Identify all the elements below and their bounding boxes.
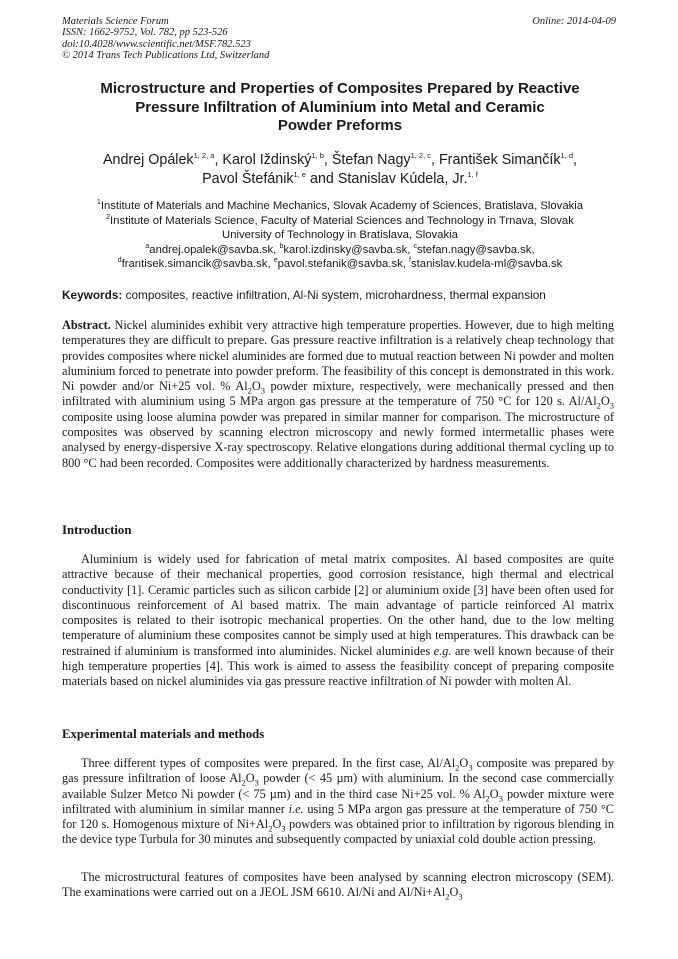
email-line-2: $^d$frantisek.simancik@savba.sk, $^e$pavol.stefanik@savba.sk, $^f$stanislav.kudela-ml@savba.sk	[117, 257, 563, 271]
affiliation-2: Institute of Materials Science, Faculty of Material Sciences and Technology in Trnava, Slovak	[110, 214, 574, 227]
section-heading-introduction: Introduction	[62, 523, 132, 537]
author-sup: 1, 2, a	[193, 151, 215, 161]
title-line-3: Powder Preforms	[277, 117, 403, 134]
title-line-2: Pressure Infiltration of Aluminium into Metal and Ceramic	[135, 98, 545, 116]
paper-title	[62, 80, 618, 136]
email-link[interactable]: pavol.stefanik@savba.sk	[277, 258, 403, 271]
author-name: Stanislav Kúdela, Jr.	[337, 171, 468, 187]
email-link[interactable]: stanislav.kudela-ml@savba.sk	[411, 258, 563, 271]
abstract-text: O	[251, 379, 261, 394]
author-name: František Simančík	[438, 152, 561, 168]
aff-sup: 2	[106, 213, 111, 221]
doi-line: doi:10.4028/www.scientific.net/MSF.782.523	[62, 38, 251, 50]
subscript: 3	[281, 823, 286, 834]
abstract-text: composite using loose alumina powder was prepared in similar manner for comparison. The microstructure of composites was observed by scanning electron microscopy and newly formed intermetallic phases were analysed by energy-dispersive X-ray spectroscopy. Relative elongations during additional thermal cycling up to 800 °C had been recorded. Composites were additionally characterized by hardness measurements.	[62, 409, 614, 470]
methods-text: Three different types of composites were prepared. In the first case, Al/Al	[81, 756, 456, 770]
methods-text: O	[245, 771, 255, 786]
methods-text: powders was obtained prior to infiltration by rigorous blending in the device type Turbula for 30 minutes and subsequently compacted by uniaxial cold double action pressing.	[62, 817, 614, 847]
subscript: 2	[485, 793, 490, 804]
subscript: 3	[254, 777, 259, 788]
methods-text: O	[489, 786, 499, 801]
issn-line: ISSN: 1662-9752, Vol. 782, pp 523-526	[62, 27, 228, 39]
email-link[interactable]: frantisek.simancik@savba.sk	[121, 258, 268, 271]
methods-paragraph-1	[62, 756, 614, 848]
affiliation-1: Institute of Materials and Machine Mechanics, Slovak Academy of Sciences, Bratislava, Slovakia	[100, 200, 584, 212]
methods-text: using 5 MPa argon gas pressure at the temperature of 750 °C for 120 s. Homogenous mixture of Ni+Al	[62, 801, 614, 832]
abstract-label: Abstract.	[62, 318, 111, 332]
author-list: Andrej Opálek$^{1, 2, a}$, Karol Iždinský$^{1, b}$, Štefan Nagy$^{1, 2, c}$, František Simančík$^{1, d}$, Pavol Štefánik$^{1, e}$ and Stanislav Kúdela, Jr.$^{1, f}$	[102, 151, 578, 187]
subscript: 2	[596, 400, 601, 411]
journal-header	[62, 16, 269, 61]
email-link[interactable]: karol.izdinsky@savba.sk	[283, 243, 408, 256]
online-date: Online: 2014-04-09	[532, 16, 616, 27]
subscript: 2	[445, 891, 450, 902]
intro-paragraph	[62, 552, 614, 690]
methods-text: The microstructural features of composites have been analysed by scanning electron microscopy (SEM). The examinations were carried out on a JEOL JSM 6610. Al/Ni and Al/Ni+Al	[62, 870, 614, 900]
copyright-line: © 2014 Trans Tech Publications Ltd, Switzerland	[62, 49, 270, 61]
author-name: Štefan Nagy	[331, 152, 411, 168]
subscript: 3	[609, 400, 614, 411]
subscript: 2	[241, 777, 246, 788]
aff-sup: 1	[96, 199, 101, 207]
abstract-text: Nickel aluminides exhibit very attractive high temperature properties. However, due to high melting temperatures they are difficult to prepare. Gas pressure reactive infiltration is a relatively cheap technology that provides composites where nickel aluminides are formed due to mutual reaction between Ni powder and molten aluminium forced to penetrate into powder preform. The feasibility of this concept is demonstrated in this work. Ni powder and/or Ni+25 vol. % Al	[62, 318, 614, 394]
section-heading-methods: Experimental materials and methods	[62, 727, 265, 741]
abstract	[62, 318, 614, 471]
abstract-text: O	[600, 394, 610, 409]
journal-name: Materials Science Forum	[62, 16, 169, 27]
abstract-text: powder mixture, respectively, were mechanically pressed and then infiltrated with aluminium using 5 MPa argon gas pressure at the temperature of 750 °C for 120 s. Al/Al	[62, 379, 614, 409]
methods-text: O	[272, 817, 282, 832]
keywords	[62, 288, 618, 302]
intro-text: Aluminium is widely used for fabrication of metal matrix composites. Al based composites are quite attractive because of their mechanical properties, good corrosion resistance, high thermal and electrical conductivity [1]. Ceramic particles such as silicon carbide [2] or aluminium oxide [3] have been often used for discontinuous reinforcement of Al based matrix. The main advantage of particle reinforced Al matrix composites is related to their isotropic mechanical properties. On the other hand, due to the low melting temperature of aluminium these composites cannot be simply used at high temperatures. This drawback can be restrained if aluminium is transformed into aluminides. Nickel aluminides	[62, 552, 614, 658]
affiliations	[62, 199, 618, 272]
subscript: 2	[268, 823, 273, 834]
keywords-text: composites, reactive infiltration, Al-Ni system, microhardness, thermal expansion	[125, 288, 546, 302]
methods-text: composite was prepared by gas pressure infiltration of loose Al	[62, 756, 614, 786]
author-sup: 1, b	[311, 151, 324, 161]
subscript: 3	[498, 793, 503, 804]
email-line-1: $^a$andrej.opalek@savba.sk, $^b$karol.izdinsky@savba.sk, $^c$stefan.nagy@savba.sk,	[145, 243, 535, 256]
subscript: 3	[458, 891, 463, 902]
author-sup: 1, d	[560, 151, 574, 161]
methods-text: O	[449, 885, 459, 900]
intro-text: are well known because of their high temperature properties [4]. This work is aimed to assess the feasibility concept of preparing composite materials based on nickel aluminides via gas pressure reactive infiltration of Ni powder with molten Al.	[62, 643, 614, 689]
email-link[interactable]: andrej.opalek@savba.sk	[149, 243, 274, 256]
intro-italic: e.g.	[433, 643, 452, 658]
subscript: 3	[260, 385, 266, 396]
author-sup: 1, f	[467, 170, 478, 180]
author-name: Karol Iždinský	[222, 152, 312, 168]
affiliation-2-cont: University of Technology in Bratislava, Slovakia	[222, 229, 458, 242]
email-link[interactable]: stefan.nagy@savba.sk	[417, 243, 532, 256]
methods-text: powder (< 45 µm) with aluminium. In the second case commercially available Sulzer Metco Ni powder (< 75 µm) and in the third case Ni+25 vol. % Al	[62, 771, 614, 801]
methods-paragraph-2	[62, 870, 614, 901]
methods-text: O	[459, 756, 469, 770]
author-sup: 1, 2, c	[410, 151, 431, 161]
keywords-label: Keywords:	[62, 288, 123, 302]
subscript: 2	[247, 385, 252, 396]
author-sup: 1, e	[293, 170, 307, 180]
methods-italic: i.e.	[288, 801, 304, 816]
and-word: and	[310, 171, 334, 187]
subscript: 3	[468, 762, 473, 773]
author-name: Pavol Štefánik	[202, 171, 294, 187]
author-name: Andrej Opálek	[102, 152, 194, 168]
subscript: 2	[455, 762, 460, 773]
methods-text: powder mixture were infiltrated with aluminium in similar manner	[62, 786, 614, 816]
title-line-1: Microstructure and Properties of Composites Prepared by Reactive	[100, 80, 580, 97]
